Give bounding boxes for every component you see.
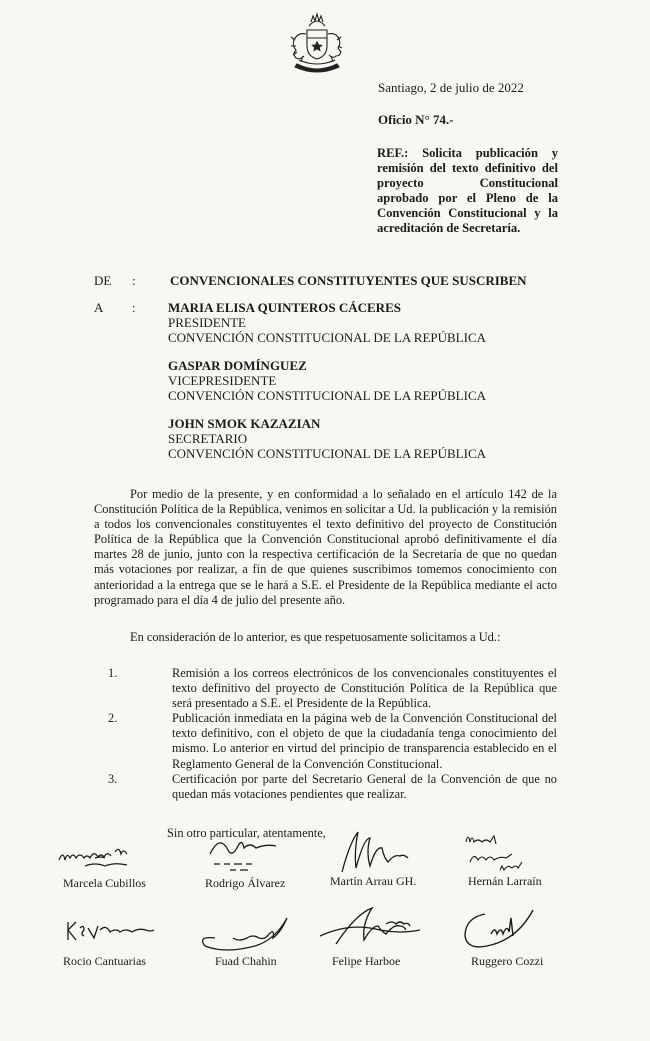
handwritten-signature-icon	[195, 904, 295, 952]
recipient-name: MARIA ELISA QUINTEROS CÁCERES	[168, 300, 401, 315]
signature-block	[60, 912, 190, 968]
recipient-name: JOHN SMOK KAZAZIAN	[168, 416, 321, 431]
signature-block	[195, 904, 325, 968]
handwritten-signature-icon	[55, 838, 165, 874]
body-paragraph-1: Por medio de la presente, y en conformidad a lo señalado en el artículo 142 de la Constitución Política de la República, venimos en solicitar a Ud. la publicación y la remisión a todos los convencionales constituyentes el texto definitivo del proyecto de Constitución Política de la República que la Convención Constitucional aprobó definitivamente el día martes 28 de junio, junto con la respectiva certificación de la Secretaría de que no quedan más votaciones por realizar, a fin de que quienes suscribimos tomemos conocimiento con anterioridad a la entrega que se le hará a S.E. el Presidente de la República mediante el acto programado para el día 4 de julio del presente año.	[94, 487, 557, 607]
signature-block	[316, 906, 446, 968]
sender-colon: :	[132, 273, 136, 288]
recipient-role: SECRETARIO	[168, 431, 248, 446]
closing-line: Sin otro particular, atentamente,	[167, 826, 326, 840]
recipient-block	[168, 300, 486, 345]
recipient-list	[168, 300, 486, 474]
signature-block	[460, 828, 590, 888]
signatory-name: Ruggero Cozzi	[471, 954, 544, 968]
signatory-name: Fuad Chahin	[215, 954, 277, 968]
sender-label: DE	[94, 273, 112, 288]
list-item-number: 1.	[108, 666, 118, 680]
signatory-name: Rodrigo Álvarez	[205, 876, 286, 890]
handwritten-signature-icon	[455, 904, 555, 952]
list-item-number: 3.	[108, 771, 118, 786]
list-item-text: Certificación por parte del Secretario General de la Convención de que no quedan más votaciones pendientes que realizar.	[172, 771, 557, 801]
recipient-role: VICEPRESIDENTE	[168, 373, 277, 388]
recipient-name: GASPAR DOMÍNGUEZ	[168, 358, 307, 373]
document-date: Santiago, 2 de julio de 2022	[378, 80, 524, 95]
recipient-block	[168, 416, 486, 461]
handwritten-signature-icon	[316, 906, 436, 952]
handwritten-signature-icon	[60, 912, 170, 952]
list-item-text: Publicación inmediata en la página web de la Convención Constitucional del texto definitivo, con el objeto de que la ciudadanía tenga conocimiento del mismo. Lo anterior en virtud del principio de transparencia establecido en el Reglamento General de la Convención Constitucional.	[172, 711, 557, 771]
signatory-name: Marcela Cubillos	[63, 876, 146, 890]
recipient-colon: :	[132, 300, 136, 315]
signature-block	[200, 834, 330, 890]
list-item	[108, 666, 557, 711]
recipient-label: A	[94, 300, 104, 315]
recipient-org: CONVENCIÓN CONSTITUCIONAL DE LA REPÚBLICA	[168, 330, 487, 345]
signature-block	[330, 828, 460, 888]
recipient-org: CONVENCIÓN CONSTITUCIONAL DE LA REPÚBLICA	[168, 388, 487, 403]
handwritten-signature-icon	[460, 828, 560, 876]
body-paragraph-2: En consideración de lo anterior, es que respetuosamente solicitamos a Ud.:	[130, 630, 501, 644]
chile-coat-of-arms-icon	[287, 12, 347, 74]
reference-text: REF.: Solicita publicación y remisión del texto definitivo del proyecto Constitucional aprobado por el Pleno de la Convención Constitucional y la acreditación de Secretaría.	[377, 146, 558, 235]
list-item	[108, 772, 557, 802]
signatory-name: Hernán Larraín	[468, 874, 542, 888]
list-item	[108, 711, 557, 771]
sender-value: CONVENCIONALES CONSTITUYENTES QUE SUSCRIBEN	[170, 273, 527, 288]
signatory-name: Felipe Harboe	[332, 954, 401, 968]
signatory-name: Martín Arrau GH.	[330, 874, 417, 888]
request-list	[108, 666, 557, 802]
signatory-name: Rocio Cantuarias	[63, 954, 146, 968]
recipient-org: CONVENCIÓN CONSTITUCIONAL DE LA REPÚBLICA	[168, 446, 487, 461]
signature-block	[55, 838, 185, 890]
recipient-role: PRESIDENTE	[168, 315, 246, 330]
handwritten-signature-icon	[330, 828, 430, 876]
list-item-number: 2.	[108, 711, 118, 726]
signature-block	[455, 904, 585, 968]
list-item-text: Remisión a los correos electrónicos de los convencionales constituyentes el texto definitivo del proyecto de Constitución Política de la República que será presentado a S.E. el Presidente de la República.	[172, 666, 557, 711]
oficio-number: Oficio N° 74.-	[378, 112, 454, 127]
recipient-block	[168, 358, 486, 403]
handwritten-signature-icon	[200, 834, 310, 874]
